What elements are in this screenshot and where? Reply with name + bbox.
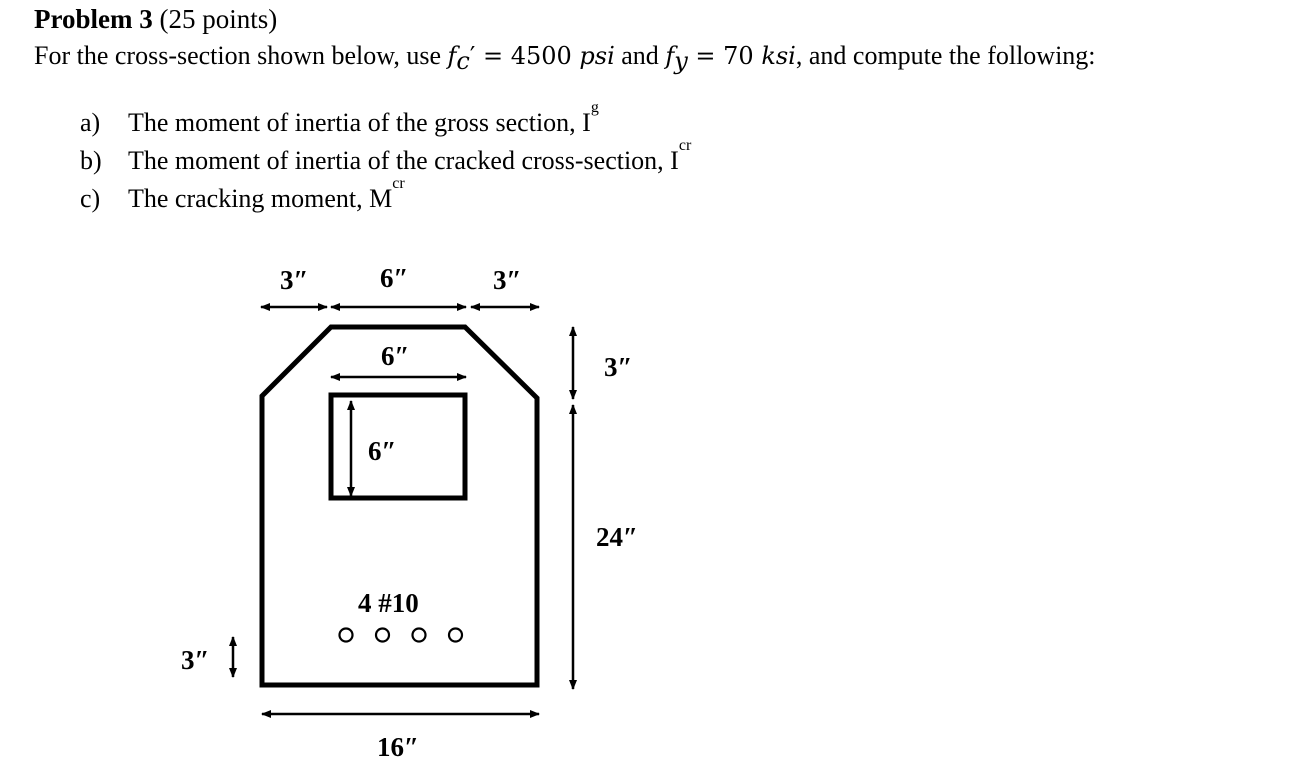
question-subscript: cr: [392, 175, 405, 192]
intro-text-2: , and compute the following:: [795, 41, 1096, 70]
dim-label-opening-width: 6″: [381, 341, 410, 371]
rebar-circle: [376, 629, 389, 642]
question-label: b): [80, 146, 102, 175]
dim-label-cover: 3″: [181, 645, 210, 675]
rebar-circle: [449, 629, 462, 642]
section-outline: [262, 327, 537, 685]
problem-number: Problem 3: [34, 4, 153, 34]
question-subscript: cr: [678, 137, 692, 154]
question-text: The moment of inertia of the gross section, I: [128, 108, 591, 137]
question-subscript: g: [590, 99, 599, 116]
fy-symbol: f: [665, 42, 675, 70]
rebar-label: 4 #10: [358, 588, 419, 618]
rebar-circle: [413, 629, 426, 642]
fc-prime: ′: [469, 42, 476, 70]
question-label: c): [80, 184, 101, 213]
dim-label-opening-height: 6″: [368, 436, 397, 466]
rebar-group: [340, 629, 463, 642]
dim-label-top-left: 3″: [280, 265, 309, 295]
fc-subscript: c: [456, 47, 470, 75]
fc-value: = 4500: [475, 42, 580, 70]
intro-and: and: [614, 41, 666, 70]
dim-label-top-right: 3″: [493, 265, 522, 295]
fy-unit: ksi: [761, 42, 796, 70]
dim-label-total-height: 24″: [596, 522, 638, 552]
question-text: The cracking moment, M: [128, 184, 393, 213]
question-label: a): [80, 108, 101, 137]
fc-symbol: f: [447, 42, 457, 70]
fy-subscript: y: [674, 47, 688, 75]
dim-label-bottom-width: 16″: [377, 732, 419, 762]
problem-points: (25 points): [159, 4, 278, 34]
intro-text-1: For the cross-section shown below, use: [34, 41, 448, 70]
fc-unit: psi: [579, 42, 615, 70]
dim-label-chamfer-height: 3″: [604, 352, 633, 382]
question-text: The moment of inertia of the cracked cross-section, I: [128, 146, 679, 175]
dim-label-top-mid: 6″: [380, 263, 409, 293]
fy-value: = 70: [687, 42, 762, 70]
rebar-circle: [340, 629, 353, 642]
